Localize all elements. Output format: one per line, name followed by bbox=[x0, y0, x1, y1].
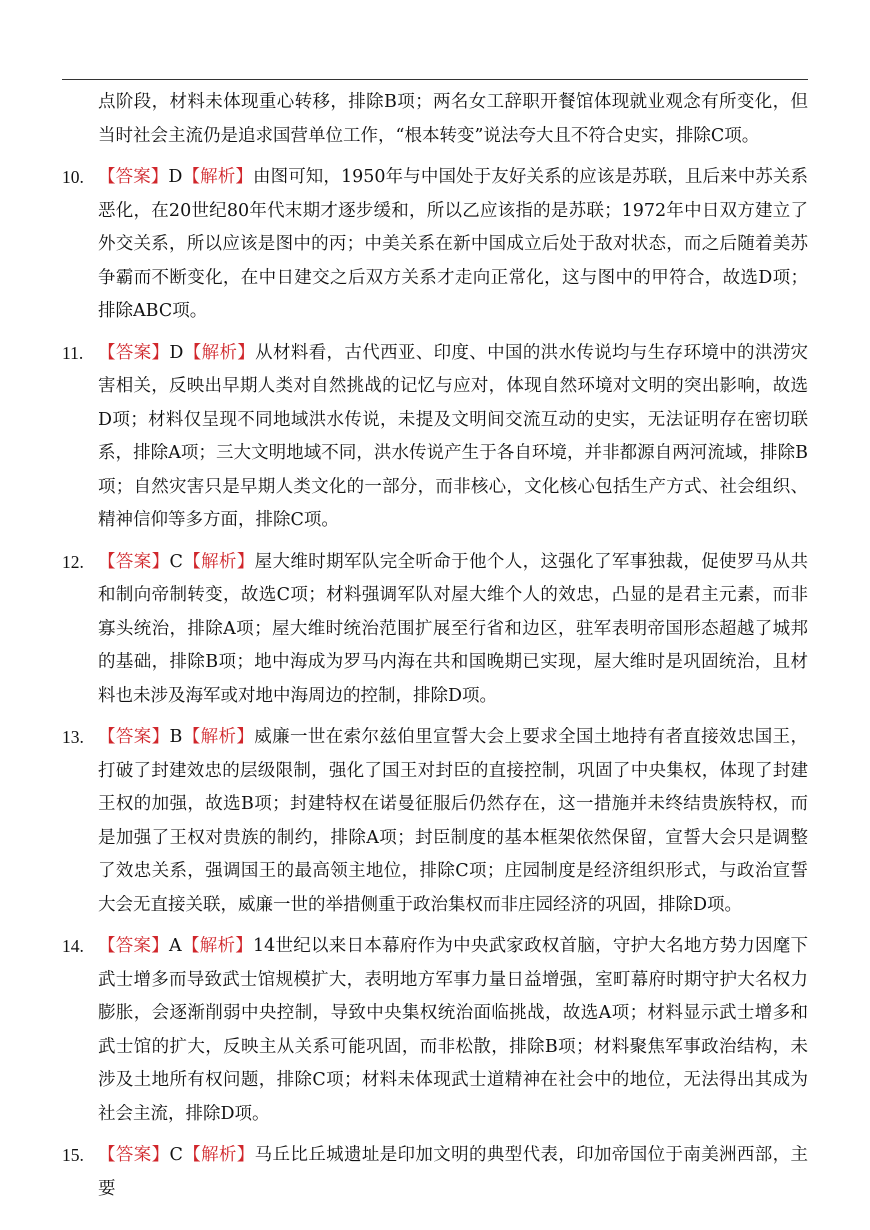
analysis-text: 威廉一世在索尔兹伯里宣誓大会上要求全国土地持有者直接效忠国王，打破了封建效忠的层级限制，强化了国王对封臣的直接控制，巩固了中央集权，体现了封建王权的加强，故选B项；封建特权在诺曼征服后仍然存在，这一措施并未终结贵族特权，而是加强了王权对贵族的制约，排除A项；封臣制度的基本框架依然保留，宣誓大会只是调整了效忠关系，强调国王的最高领主地位，排除C项；庄园制度是经济组织形式，与政治宣誓大会无直接关联，威廉一世的举措侧重于政治集权而非庄园经济的巩固，排除D项。 bbox=[98, 727, 808, 915]
answer-letter: C bbox=[169, 551, 183, 572]
analysis-tag: 【解析】 bbox=[181, 936, 253, 956]
analysis-tag: 【解析】 bbox=[182, 727, 255, 747]
analysis-text: 从材料看，古代西亚、印度、中国的洪水传说均与生存环境中的洪涝灾害相关，反映出早期人类对自然挑战的记忆与应对，体现自然环境对文明的突出影响，故选D项；材料仅呈现不同地域洪水传说，未提及文明间交流互动的史实，无法证明存在密切联系，排除A项；三大文明地域不同，洪水传说产生于各自环境，并非都源自两河流域，排除B项；自然灾害只是早期人类文化的一部分，而非核心，文化核心包括生产方式、社会组织、精神信仰等多方面，排除C项。 bbox=[98, 342, 809, 530]
answer-item-13 bbox=[62, 721, 808, 922]
answer-tag: 【答案】 bbox=[98, 1145, 170, 1165]
question-number: 15. bbox=[62, 1145, 84, 1165]
analysis-text: 14世纪以来日本幕府作为中央武家政权首脑，守护大名地方势力因麾下武士增多而导致武士馆规模扩大，表明地方军事力量日益增强，室町幕府时期守护大名权力膨胀，会逐渐削弱中央控制，导致中央集权统治面临挑战，故选A项；材料显示武士增多和武士馆的扩大，反映主从关系可能巩固，而非松散，排除B项；材料聚焦军事政治结构，未涉及土地所有权问题，排除C项；材料未体现武士道精神在社会中的地位，无法得出其成为社会主流，排除D项。 bbox=[98, 936, 809, 1124]
analysis-text: 马丘比丘城遗址是印加文明的典型代表，印加帝国位于南美洲西部，主要 bbox=[98, 1145, 809, 1199]
answer-document bbox=[62, 86, 808, 1206]
answer-tag: 【答案】 bbox=[98, 936, 170, 956]
answer-tag: 【答案】 bbox=[98, 727, 170, 747]
answer-letter: D bbox=[169, 342, 184, 363]
question-number: 10. bbox=[62, 167, 84, 187]
answer-letter: D bbox=[168, 167, 183, 187]
analysis-text: 屋大维时期军队完全听命于他个人，这强化了军事独裁，促使罗马从共和制向帝制转变，故选C项；材料强调军队对屋大维个人的效忠，凸显的是君主元素，而非寡头统治，排除A项；屋大维时统治范围扩展至行省和边区，驻军表明帝国形态超越了城邦的基础，排除B项；地中海成为罗马内海在共和国晚期已实现，屋大维时是巩固统治，且材料也未涉及海军或对地中海周边的控制，排除D项。 bbox=[98, 551, 809, 706]
header-rule bbox=[62, 79, 808, 80]
answer-item-10 bbox=[62, 161, 808, 329]
answer-letter: A bbox=[169, 936, 182, 956]
analysis-text: 由图可知，1950年与中国处于友好关系的应该是苏联，且后来中苏关系恶化，在20世纪80年代末期才逐步缓和，所以乙应该指的是苏联；1972年中日双方建立了外交关系，所以应该是图中的丙；中美关系在新中国成立后处于敌对状态，而之后随着美苏争霸而不断变化，在中日建交之后双方关系才走向正常化，这与图中的甲符合，故选D项；排除ABC项。 bbox=[98, 167, 809, 321]
analysis-tag: 【解析】 bbox=[182, 167, 253, 187]
answer-tag: 【答案】 bbox=[98, 551, 170, 572]
answer-tag: 【答案】 bbox=[98, 342, 170, 363]
answer-letter: C bbox=[169, 1145, 183, 1165]
answer-letter: B bbox=[169, 727, 183, 747]
answer-item-11 bbox=[62, 337, 808, 538]
question-number: 13. bbox=[62, 727, 84, 747]
analysis-tag: 【解析】 bbox=[182, 1145, 255, 1165]
analysis-tag: 【解析】 bbox=[183, 342, 256, 363]
answer-item-15 bbox=[62, 1139, 808, 1206]
answer-item-14 bbox=[62, 930, 808, 1131]
answer-tag: 【答案】 bbox=[98, 167, 169, 187]
question-number: 12. bbox=[62, 551, 84, 572]
question-number: 11. bbox=[62, 342, 84, 363]
carry-over-paragraph: 点阶段，材料未体现重心转移，排除B项；两名女工辞职开餐馆体现就业观念有所变化，但当时社会主流仍是追求国营单位工作，“根本转变”说法夸大且不符合史实，排除C项。 bbox=[98, 92, 808, 146]
question-number: 14. bbox=[62, 936, 84, 956]
answer-item-12 bbox=[62, 546, 808, 714]
analysis-tag: 【解析】 bbox=[182, 551, 255, 572]
